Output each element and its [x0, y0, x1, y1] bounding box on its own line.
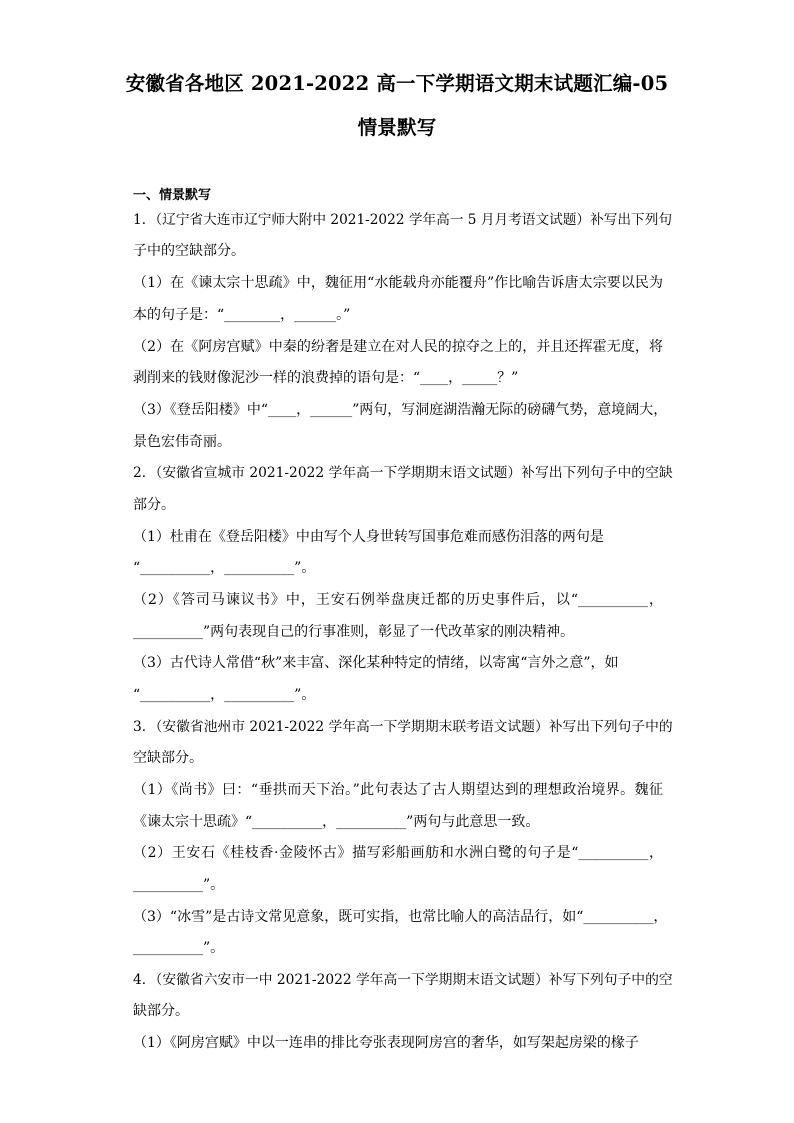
question-3-item-3-line-2: __________”。	[133, 940, 225, 956]
question-2-item-1-line-2: “__________，__________”。	[133, 560, 316, 576]
question-2-stem-line-2: 部分。	[133, 497, 175, 513]
question-1-item-3-line-1: （3）《登岳阳楼》中“____，______”两句，写洞庭湖浩瀚无际的磅礴气势，意境阔大，	[133, 402, 668, 418]
question-1-item-2-line-2: 剥削来的钱财像泥沙一样的浪费掉的语句是：“____，_____？”	[133, 370, 519, 386]
question-3-item-3-line-1: （3）“冰雪”是古诗文常见意象，既可实指，也常比喻人的高洁品行，如“__________，	[133, 909, 668, 925]
question-3-item-1-line-1: （1）《尚书》曰：“垂拱而天下治。”此句表达了古人期望达到的理想政治境界。魏征	[133, 782, 663, 798]
question-1-item-3-line-2: 景色宏伟奇丽。	[133, 434, 231, 450]
question-2-item-2-line-1: （2）《答司马谏议书》中，王安石例举盘庚迁都的历史事件后，以“__________，	[133, 592, 663, 608]
question-2-item-2-line-2: __________”两句表现自己的行事准则，彰显了一代改革家的刚决精神。	[133, 624, 575, 640]
question-3-item-2-line-2: __________”。	[133, 877, 225, 893]
section-heading: 一、情景默写	[133, 188, 212, 203]
question-2-stem-line-1: 2．（安徽省宣城市 2021-2022 学年高一下学期期末语文试题）补写出下列句子中的空缺	[133, 465, 673, 481]
question-2-item-3-line-2: “__________，__________”。	[133, 687, 316, 703]
document-subtitle: 情景默写	[357, 116, 437, 139]
question-4-item-1-line-1: （1）《阿房宫赋》中以一连串的排比夸张表现阿房宫的奢华，如写架起房梁的椽子	[133, 1035, 639, 1051]
question-3-item-2-line-1: （2）王安石《桂枝香·金陵怀古》描写彩船画舫和水洲白鹭的句子是“__________，	[133, 845, 663, 861]
question-2-item-1-line-1: （1）杜甫在《登岳阳楼》中由写个人身世转写国事危难而感伤泪落的两句是	[133, 529, 604, 545]
question-1-item-1-line-2: 本的句子是：“________，______。”	[133, 307, 351, 323]
question-1-stem-line-1: 1．（辽宁省大连市辽宁师大附中 2021-2022 学年高一 5 月月考语文试题）补写出下列句	[133, 212, 673, 228]
document-title: 安徽省各地区 2021-2022 高一下学期语文期末试题汇编-05	[125, 72, 669, 95]
question-4-stem-line-2: 缺部分。	[133, 1003, 189, 1019]
question-1-item-2-line-1: （2）在《阿房宫赋》中秦的纷奢是建立在对人民的掠夺之上的，并且还挥霍无度，将	[133, 339, 663, 355]
question-3-stem-line-1: 3．（安徽省池州市 2021-2022 学年高一下学期期末联考语文试题）补写出下列句子中的	[133, 719, 673, 735]
question-1-item-1-line-1: （1）在《谏太宗十思疏》中，魏征用“水能载舟亦能覆舟”作比喻告诉唐太宗要以民为	[133, 275, 663, 291]
question-3-stem-line-2: 空缺部分。	[133, 750, 203, 766]
question-2-item-3-line-1: （3）古代诗人常借“秋”来丰富、深化某种特定的情绪，以寄寓“言外之意”，如	[133, 655, 619, 671]
question-3-item-1-line-2: 《谏太宗十思疏》“__________，__________”两句与此意思一致。	[133, 814, 540, 830]
question-1-stem-line-2: 子中的空缺部分。	[133, 243, 245, 259]
question-4-stem-line-1: 4．（安徽省六安市一中 2021-2022 学年高一下学期期末语文试题）补写下列句子中的空	[133, 972, 673, 988]
